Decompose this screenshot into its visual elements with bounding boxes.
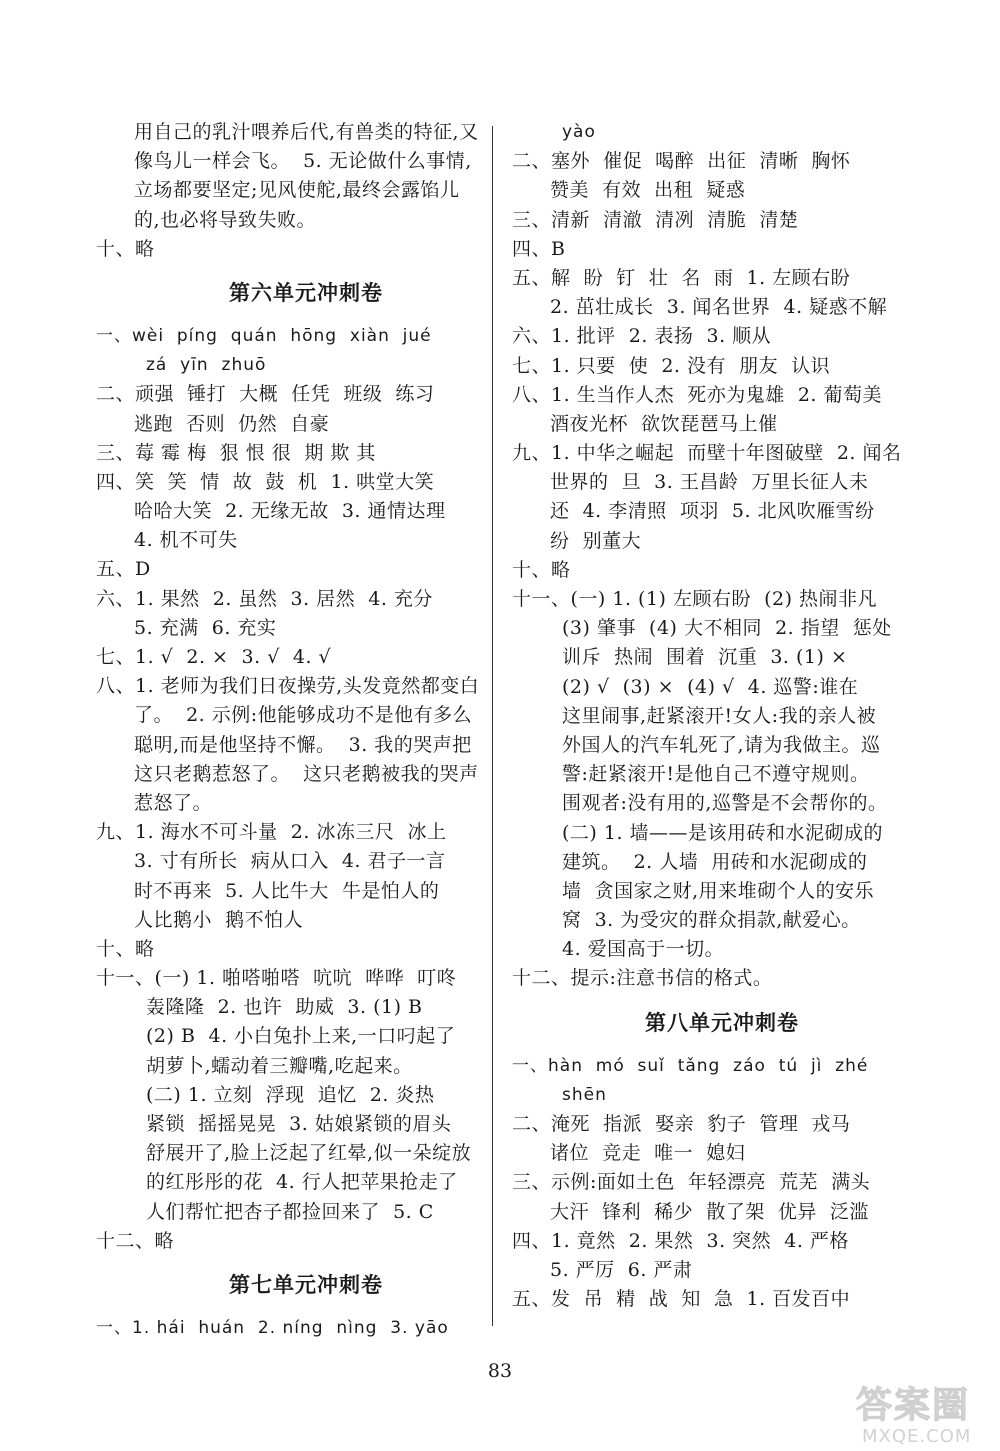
answer-line: 4. 机不可失 [134, 529, 238, 552]
right-column [512, 118, 932, 1314]
column-divider [492, 126, 493, 1326]
answer-line: 二、顽强 锤打 大概 任凭 班级 练习 [96, 383, 435, 406]
answer-line: (二) 1. 墙——是该用砖和水泥砌成的 [562, 821, 884, 844]
answer-line: 五、D [96, 558, 151, 581]
answer-line: 二、淹死 指派 娶亲 豹子 管理 戎马 [512, 1113, 851, 1135]
watermark-site-text: MXQE.COM [862, 1426, 972, 1447]
answer-line: 纷 别董大 [550, 529, 642, 552]
answer-line: 胡萝卜,蠕动着三瓣嘴,吃起来。 [146, 1054, 413, 1077]
answer-line: 了。 2. 示例:他能够成功不是他有多么 [134, 704, 473, 727]
answer-line: 这里闹事,赶紧滚开!女人:我的亲人被 [562, 704, 877, 727]
page-number: 83 [487, 1360, 513, 1382]
answer-line: 警:赶紧滚开!是他自己不遵守规则。 [562, 763, 870, 786]
answer-line: 二、塞外 催促 喝醉 出征 清晰 胸怀 [512, 150, 851, 173]
answer-line: 一、1. hái huán 2. níng nìng 3. yāo [96, 1317, 449, 1338]
answer-line: 惹怒了。 [134, 791, 213, 814]
answer-line: 窝 3. 为受灾的群众捐款,献爱心。 [562, 909, 861, 932]
answer-line: 像鸟儿一样会飞。 5. 无论做什么事情, [134, 150, 472, 173]
answer-line: 诸位 竞走 唯一 媳妇 [550, 1142, 746, 1165]
answer-line: 五、发 吊 精 战 知 急 1. 百发百中 [512, 1288, 851, 1311]
answer-line: 外国人的汽车轧死了,请为我做主。巡 [562, 733, 881, 756]
answer-line: 舒展开了,脸上泛起了红晕,似一朵绽放 [146, 1142, 472, 1165]
answer-line: 四、B [512, 237, 566, 260]
answer-line: 用自己的乳汁喂养后代,有兽类的特征,又 [134, 121, 479, 143]
answer-line: 十、略 [512, 558, 571, 581]
answer-line: 酒夜光杯 欲饮琵琶马上催 [550, 412, 778, 435]
answer-line: 赞美 有效 出租 疑惑 [550, 179, 746, 202]
section-title: 第六单元冲刺卷 [229, 280, 383, 305]
answer-line: zá yīn zhuō [146, 355, 267, 376]
answer-line: 四、笑 笑 情 故 鼓 机 1. 哄堂大笑 [96, 470, 435, 493]
answer-line: (2) √ (3) × (4) √ 4. 巡警:谁在 [562, 675, 859, 698]
answer-line: 围观者:没有用的,巡警是不会帮你的。 [562, 792, 888, 815]
watermark-logo-text: 答案圈 [856, 1385, 971, 1426]
answer-line: 十、略 [96, 237, 155, 260]
answer-line: 人比鹅小 鹅不怕人 [134, 908, 304, 931]
answer-line: 一、wèi píng quán hōng xiàn jué [96, 325, 432, 346]
answer-line: 六、1. 批评 2. 表扬 3. 顺从 [512, 325, 772, 348]
left-column [96, 118, 516, 1343]
answer-line: 一、hàn mó suǐ tǎng záo tú jì zhé [512, 1055, 869, 1076]
answer-line: 三、莓 霉 梅 狠 恨 很 期 欺 其 [96, 441, 376, 464]
section-title: 第七单元冲刺卷 [229, 1272, 383, 1297]
answer-line: 十二、提示:注意书信的格式。 [512, 967, 773, 990]
answer-line: 2. 茁壮成长 3. 闻名世界 4. 疑惑不解 [550, 296, 888, 319]
answer-line: 哈哈大笑 2. 无缘无故 3. 通情达理 [134, 500, 446, 523]
answer-line: 的红彤彤的花 4. 行人把苹果抢走了 [146, 1171, 458, 1194]
answer-line: 九、1. 海水不可斗量 2. 冰冻三尺 冰上 [96, 821, 447, 844]
answer-line: 5. 严厉 6. 严肃 [550, 1258, 693, 1281]
answer-line: 五、解 盼 钉 壮 名 雨 1. 左顾右盼 [512, 266, 851, 289]
answer-line: (2) B 4. 小白兔扑上来,一口叼起了 [146, 1025, 456, 1048]
answer-line: 聪明,而是他坚持不懈。 3. 我的哭声把 [134, 733, 472, 756]
answer-line: 5. 充满 6. 充实 [134, 616, 277, 639]
answer-line: 世界的 旦 3. 王昌龄 万里长征人未 [550, 471, 869, 494]
answer-line: 这只老鹅惹怒了。 这只老鹅被我的哭声 [134, 762, 479, 785]
answer-line: 十一、(一) 1. (1) 左顾右盼 (2) 热闹非凡 [512, 588, 878, 610]
answer-line: (二) 1. 立刻 浮现 追忆 2. 炎热 [146, 1083, 435, 1106]
answer-line: 3. 寸有所长 病从口入 4. 君子一言 [134, 850, 446, 873]
answer-line: 八、1. 生当作人杰 死亦为鬼雄 2. 葡萄美 [512, 383, 882, 406]
answer-line: 七、1. √ 2. × 3. √ 4. √ [96, 646, 332, 668]
answer-line: (3) 肇事 (4) 大不相同 2. 指望 惩处 [562, 617, 892, 640]
answer-line: 墙 贪国家之财,用来堆砌个人的安乐 [562, 879, 875, 902]
answer-line: 六、1. 果然 2. 虽然 3. 居然 4. 充分 [96, 587, 433, 610]
section-title: 第八单元冲刺卷 [645, 1010, 799, 1035]
watermark-logo [856, 1386, 996, 1448]
answer-line: 的,也必将导致失败。 [134, 208, 317, 231]
answer-line: 大汗 锋利 稀少 散了架 优异 泛滥 [550, 1200, 869, 1223]
answer-line: 逃跑 否则 仍然 自豪 [134, 412, 330, 435]
answer-line: 人们帮忙把杏子都捡回来了 5. C [146, 1200, 434, 1223]
answer-line: 轰隆隆 2. 也许 助威 3. (1) B [146, 996, 423, 1019]
answer-line: 十一、(一) 1. 啪嗒啪嗒 吭吭 哗哗 叮咚 [96, 967, 457, 990]
answer-line: 七、1. 只要 使 2. 没有 朋友 认识 [512, 354, 831, 377]
answer-line: 三、示例:面如土色 年轻漂亮 荒芜 满头 [512, 1171, 871, 1194]
answer-line: shēn [562, 1084, 607, 1105]
answer-line: 还 4. 李清照 项羽 5. 北风吹雁雪纷 [550, 500, 875, 523]
answer-line: 八、1. 老师为我们日夜操劳,头发竟然都变白 [96, 675, 480, 698]
answer-line: 时不再来 5. 人比牛大 牛是怕人的 [134, 879, 440, 902]
answer-line: 十二、略 [96, 1229, 175, 1252]
answer-line: 三、清新 清澈 清冽 清脆 清楚 [512, 208, 799, 231]
answer-line: 九、1. 中华之崛起 而壁十年图破壁 2. 闻名 [512, 442, 902, 465]
answer-line: 紧锁 摇摇晃晃 3. 姑娘紧锁的眉头 [146, 1113, 452, 1135]
answer-line: 十、略 [96, 937, 155, 960]
answer-line: 立场都要坚定;见风使舵,最终会露馅儿 [134, 179, 460, 202]
answer-line: 四、1. 竟然 2. 果然 3. 突然 4. 严格 [512, 1229, 849, 1252]
answer-line: yào [562, 122, 596, 142]
answer-line: 训斥 热闹 围着 沉重 3. (1) × [562, 646, 848, 669]
answer-line: 4. 爱国高于一切。 [562, 938, 725, 961]
answer-line: 建筑。 2. 人墙 用砖和水泥砌成的 [562, 850, 868, 873]
